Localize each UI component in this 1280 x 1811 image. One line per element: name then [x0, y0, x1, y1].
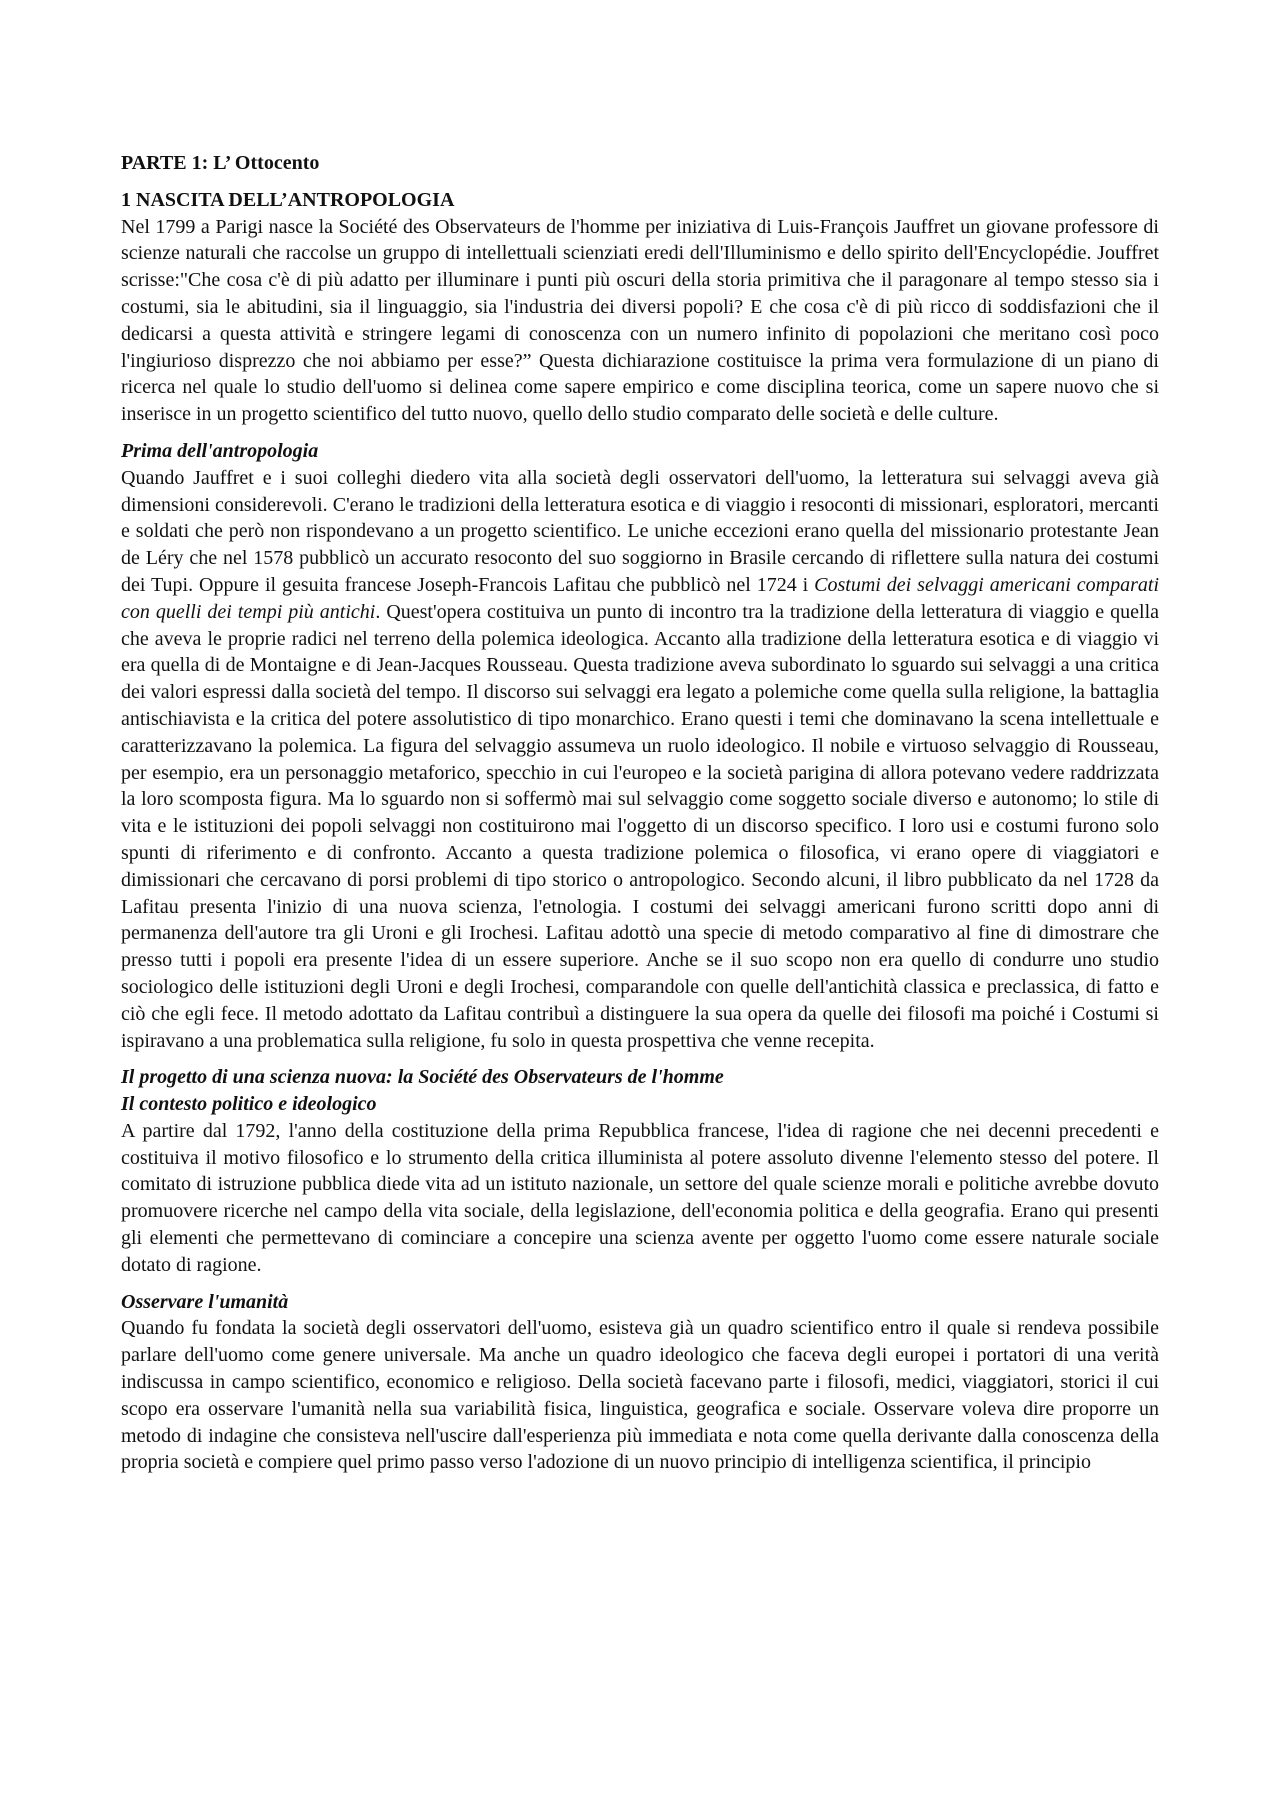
section-title-progetto: Il progetto di una scienza nuova: la Société des Observateurs de l'homme	[121, 1066, 724, 1089]
book-title: Costumi dei selvaggi americani comparati con quelli dei tempi più antichi	[121, 573, 1159, 623]
document-page	[121, 150, 1159, 1476]
section-title-osservare: Osservare l'umanità	[121, 1290, 289, 1313]
section-progetto-paragraph: A partire dal 1792, l'anno della costituzione della prima Repubblica francese, l'idea di ragione che nei decenni precedenti e costituiva il motivo filosofico e lo strumento della critica illuminista al potere assoluto divenne l'elemento stesso del potere. Il comitato di istruzione pubblica diede vita ad un istituto nazionale, un settore del quale scienze morali e politiche avrebbe dovuto promuovere ricerche nel campo della vita sociale, della legislazione, dell'economia politica e della geografia. Erano qui presenti gli elementi che permettevano di cominciare a concepire una scienza avente per oggetto l'uomo come essere naturale sociale dotato di ragione.	[121, 1119, 1159, 1276]
section-osservare-paragraph: Quando fu fondata la società degli osservatori dell'uomo, esisteva già un quadro scientifico entro il quale si rendeva possibile parlare dell'uomo come genere universale. Ma anche un quadro ideologico che faceva degli europei i portatori di una verità indiscussa in campo scientifico, economico e religioso. Della società facevano parte i filosofi, medici, viaggiatori, storici il cui scopo era osservare l'umanità nella sua variabilità fisica, linguistica, geografica e sociale. Osservare voleva dire proporre un metodo di indagine che consisteva nell'uscire dall'esperienza più immediata e nota come quella derivante dalla conoscenza della propria società e compiere quel primo passo verso l'adozione di un nuovo principio di intelligenza scientifica, il principio	[121, 1317, 1159, 1474]
chapter-title: 1 NASCITA DELL’ANTROPOLOGIA	[121, 188, 455, 211]
part-title: PARTE 1: L’ Ottocento	[121, 152, 320, 174]
section-prima-paragraph	[121, 465, 1159, 1055]
section-prima-text-2: . Quest'opera costituiva un punto di incontro tra la tradizione della letteratura di viaggio e quella che aveva le proprie radici nel terreno della polemica ideologica. Accanto alla tradizione della letteratura esotica e di viaggio vi era quella di de Montaigne e di Jean-Jacques Rousseau. Questa tradizione aveva subordinato lo sguardo sui selvaggi a una critica dei valori espressi dalla società del tempo. Il discorso sui selvaggi era legato a polemiche come quella sulla religione, la battaglia antischiavista e la critica del potere assolutistico di tipo monarchico. Erano questi i temi che dominavano la scena intellettuale e caratterizzavano la polemica. La figura del selvaggio assumeva un ruolo ideologico. Il nobile e virtuoso selvaggio di Rousseau, per esempio, era un personaggio metaforico, specchio in cui l'europeo e la società parigina di allora potevano vedere raddrizzata la loro scomposta figura. Ma lo sguardo non si soffermò mai sul selvaggio come soggetto sociale diverso e autonomo; lo stile di vita e le istituzioni dei popoli selvaggi non costituirono mai l'oggetto di un discorso specifico. I loro usi e costumi furono solo spunti di riferimento e di confronto. Accanto a questa tradizione polemica o filosofica, vi erano opere di viaggiatori e dimissionari che cercavano di porsi problemi di tipo storico o antropologico. Secondo alcuni, il libro pubblicato da nel 1728 da Lafitau presenta l'inizio di una nuova scienza, l'etnologia. I costumi dei selvaggi americani furono scritti dopo anni di permanenza dell'autore tra gli Uroni e gli Irochesi. Lafitau adottò una specie di metodo comparativo al fine di dimostrare che presso tutti i popoli era presente l'idea di un essere superiore. Anche se il suo scopo non era quello di condurre uno studio sociologico delle istituzioni degli Uroni e degli Irochesi, comparandole con quelle dell'antichità classica e preclassica, di fatto e ciò che egli fece. Il metodo adottato da Lafitau contribuì a distinguere la sua opera da quelle dei filosofi ma poiché i Costumi si ispiravano a una problematica sulla religione, fu solo in questa prospettiva che venne recepita.	[121, 600, 1159, 1052]
section-prima-text-1: Quando Jauffret e i suoi colleghi diedero vita alla società degli osservatori dell'uomo, la letteratura sui selvaggi aveva già dimensioni considerevoli. C'erano le tradizioni della letteratura esotica e di viaggio i resoconti di missionari, esploratori, mercanti e soldati che però non rispondevano a un progetto scientifico. Le uniche eccezioni erano quella del missionario protestante Jean de Léry che nel 1578 pubblicò un accurato resoconto del suo soggiorno in Brasile cercando di riflettere sulla natura dei costumi dei Tupi. Oppure il gesuita francese Joseph-Francois Lafitau che pubblicò nel 1724 i	[121, 466, 1159, 596]
section-title-prima: Prima dell'antropologia	[121, 439, 319, 462]
section-subtitle-contesto: Il contesto politico e ideologico	[121, 1093, 377, 1116]
intro-paragraph: Nel 1799 a Parigi nasce la Société des Observateurs de l'homme per iniziativa di Luis-François Jauffret un giovane professore di scienze naturali che raccolse un gruppo di intellettuali scienziati eredi dell'Illuminismo e dello spirito dell'Encyclopédie. Jouffret scrisse:"Che cosa c'è di più adatto per illuminare i punti più oscuri della storia primitiva che il paragonare al tempo stesso sia i costumi, sia le abitudini, sia il linguaggio, sia l'industria dei diversi popoli? E che cosa c'è di più ricco di soddisfazioni che il dedicarsi a questa attività e stringere legami di conoscenza con un numero infinito di popolazioni che meritano così poco l'ingiurioso disprezzo che noi abbiamo per esse?” Questa dichiarazione costituisce la prima vera formulazione di un piano di ricerca nel quale lo studio dell'uomo si delinea come sapere empirico e come disciplina teorica, come un sapere nuovo che si inserisce in un progetto scientifico del tutto nuovo, quello dello studio comparato delle società e delle culture.	[121, 215, 1159, 426]
